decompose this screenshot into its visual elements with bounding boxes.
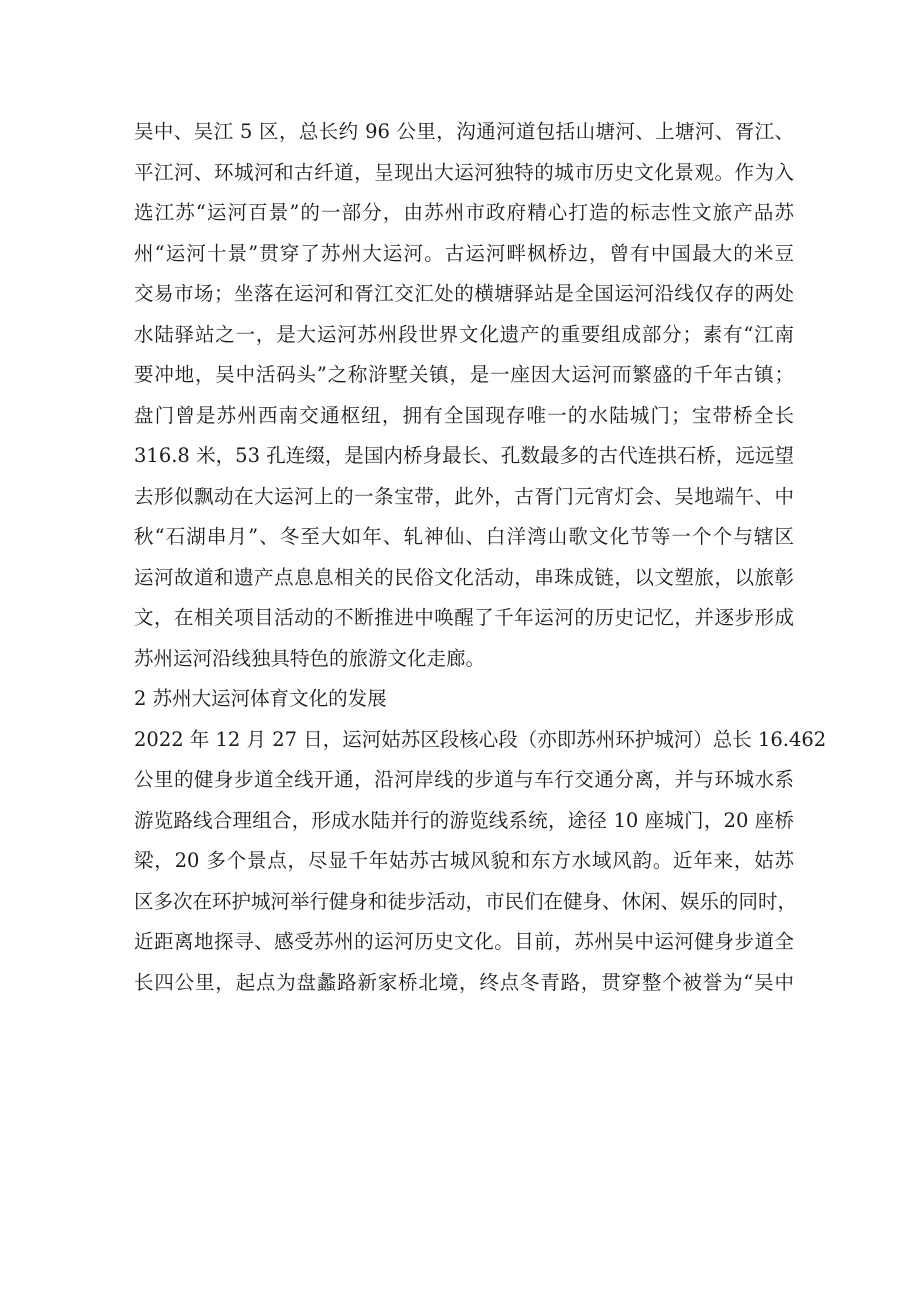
text-line: 平江河、环城河和古纤道，呈现出大运河独特的城市历史文化景观。作为入	[134, 160, 794, 184]
text-line: 选江苏“运河百景”的一部分，由苏州市政府精心打造的标志性文旅产品苏	[134, 201, 794, 224]
text-line: 去形似飘动在大运河上的一条宝带，此外，古胥门元宵灯会、吴地端午、中	[134, 484, 794, 508]
text-line: 州“运河十景”贯穿了苏州大运河。古运河畔枫桥边，曾有中国最大的米豆	[134, 241, 794, 265]
text-line: 2022 年 12 月 27 日，运河姑苏区段核心段（亦即苏州环护城河）总长 16.462	[134, 727, 827, 751]
text-line: 盘门曾是苏州西南交通枢纽，拥有全国现存唯一的水陆城门；宝带桥全长	[134, 403, 794, 427]
text-line: 要冲地，吴中活码头”之称浒墅关镇，是一座因大运河而繁盛的千年古镇；	[134, 363, 794, 386]
text-line: 近距离地探寻、感受苏州的运河历史文化。目前，苏州吴中运河健身步道全	[134, 930, 794, 953]
section-heading: 2 苏州大运河体育文化的发展	[134, 687, 387, 710]
text-line: 文，在相关项目活动的不断推进中唤醒了千年运河的历史记忆，并逐步形成	[134, 606, 794, 629]
text-line: 316.8 米，53 孔连缀，是国内桥身最长、孔数最多的古代连拱石桥，远远望	[134, 444, 794, 467]
paragraph-2	[134, 720, 827, 1004]
text-line: 梁，20 多个景点，尽显千年姑苏古城风貌和东方水域风韵。近年来，姑苏	[134, 849, 794, 872]
text-line: 水陆驿站之一，是大运河苏州段世界文化遗产的重要组成部分；素有“江南	[134, 322, 794, 346]
paragraph-1	[134, 112, 794, 679]
text-line: 吴中、吴江 5 区，总长约 96 公里，沟通河道包括山塘河、上塘河、胥江、	[134, 120, 794, 143]
text-line: 长四公里，起点为盘蠡路新家桥北境，终点冬青路，贯穿整个被誉为“吴中	[134, 970, 794, 994]
document-body	[134, 112, 827, 1003]
text-line: 苏州运河沿线独具特色的旅游文化走廊。	[134, 646, 486, 670]
text-line: 运河故道和遗产点息息相关的民俗文化活动，串珠成链，以文塑旅，以旅彰	[134, 565, 794, 589]
text-line: 秋“石湖串月”、冬至大如年、轧神仙、白洋湾山歌文化节等一个个与辖区	[134, 525, 794, 548]
text-line: 交易市场；坐落在运河和胥江交汇处的横塘驿站是全国运河沿线仅存的两处	[134, 282, 794, 305]
text-line: 游览路线合理组合，形成水陆并行的游览线系统，途径 10 座城门，20 座桥	[134, 808, 794, 832]
text-line: 公里的健身步道全线开通，沿河岸线的步道与车行交通分离，并与环城水系	[134, 768, 794, 791]
text-line: 区多次在环护城河举行健身和徒步活动，市民们在健身、休闲、娱乐的同时，	[134, 889, 798, 913]
